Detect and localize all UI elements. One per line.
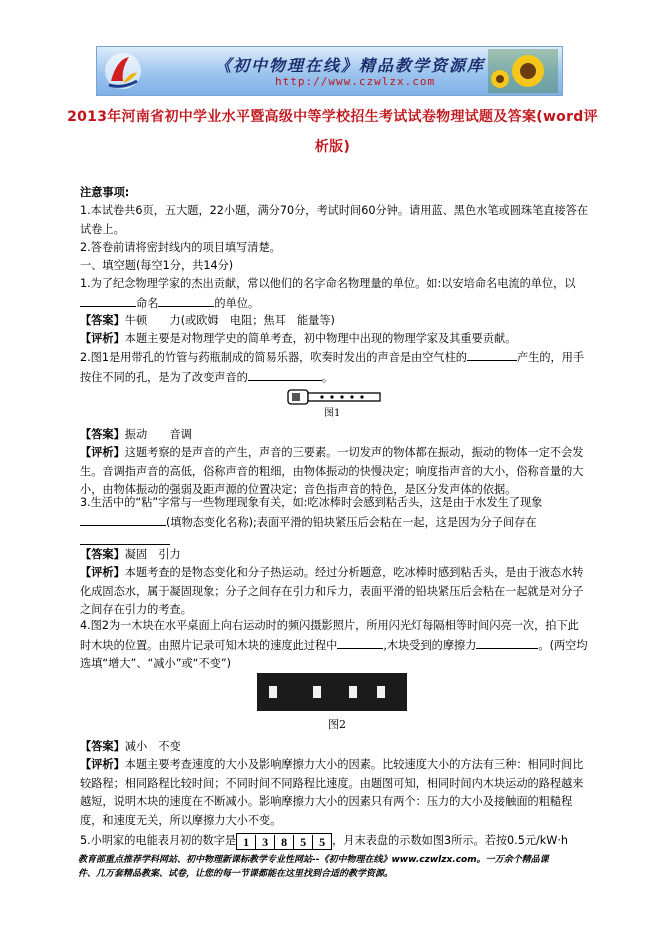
block-position-2	[313, 686, 321, 698]
meter-reading	[236, 833, 332, 850]
analysis-label: 【评析】	[80, 758, 125, 771]
q3-answer-text: 凝固 引力	[124, 548, 181, 561]
footer-line-1: 教育部重点推荐学科网站、初中物理新课标教学专业性网站--《初中物理在线》www.czwlzx.com。一万余个精品课	[78, 855, 549, 865]
q3-text-b: (填物态变化名称);表面平滑的铅块紧压后会粘在一起，这是因为分子间存在	[166, 515, 537, 529]
q1-analysis	[80, 330, 590, 349]
sunflower-icon	[488, 49, 558, 93]
footer-line-2: 件、几万套精品教案、试卷，让您的每一节课都能在这里找到合适的教学资源。	[78, 869, 394, 879]
site-banner[interactable]	[96, 46, 563, 96]
block-position-1	[269, 686, 277, 698]
figure-2-caption: 图2	[328, 718, 346, 731]
block-position-3	[349, 686, 357, 698]
q2-blank-2[interactable]	[248, 368, 322, 381]
notice-heading: 注意事项:	[80, 186, 130, 199]
banner-title: 《初中物理在线》精品教学资源库	[215, 56, 486, 75]
q5-text-b: ，月末表盘的示数如图3所示。若按0.5元/kW·h	[332, 834, 568, 847]
answer-label: 【答案】	[80, 428, 125, 441]
notice-line-2: 2.答卷前请将密封线内的项目填写清楚。	[80, 241, 281, 254]
q5-text-a: 5.小明家的电能表月初的数字是	[80, 834, 237, 847]
frequency-photo-figure	[257, 673, 407, 711]
analysis-label: 【评析】	[80, 566, 125, 579]
figure-1-caption: 图1	[324, 408, 341, 419]
q3-analysis	[80, 564, 590, 620]
q3-text-a: 3.生活中的“粘”字常与一些物理现象有关，如:吃冰棒时会感到粘舌头，这是由于水发生了现象	[80, 496, 543, 509]
question-4	[80, 617, 590, 674]
meter-digit: 5	[294, 835, 313, 850]
q1-text-a: 1.为了纪念物理学家的杰出贡献，常以他们的名字命名物理量的单位。如:以安培命名电流的单位，以	[80, 277, 576, 290]
notice-line-1: 1.本试卷共6页，五大题，22小题，满分70分，考试时间60分钟。请用蓝、黑色水笔或圆珠笔直接答在试卷上。	[80, 204, 589, 236]
q1-answer-text: 牛顿 力(或欧姆 电阻；焦耳 能量等)	[124, 314, 335, 327]
document-title: 2013年河南省初中学业水平暨高级中等学校招生考试试卷物理试题及答案(word评析版)	[67, 109, 598, 155]
q4-answer-text: 减小 不变	[124, 740, 181, 753]
q2-text-c: 。	[321, 370, 334, 384]
question-3	[80, 494, 590, 552]
q1-text-c: 的单位。	[214, 296, 260, 310]
q4-analysis-text: 本题主要考查速度的大小及影响摩擦力大小的因素。比较速度大小的方法有三种：相同时间比较路程；相同路程比较时间；不同时间不同路程比速度。由题图可知，相同时间内木块运动的路程越来越短，说明木块的速度在不断减小。影响摩擦力大小的因素只有两个：压力的大小及接触面的粗糙程度，和速度无关，所以摩擦力大小不变。	[80, 758, 584, 827]
q2-answer	[80, 426, 590, 445]
q1-blank-1[interactable]	[80, 294, 136, 307]
q2-analysis-text: 这题考察的是声音的产生，声音的三要素。一切发声的物体都在振动，振动的物体一定不会发生。音调指声音的高低，俗称声音的粗细，由物体振动的快慢决定；响度指声音的大小，俗称音量的大小，由物体振动的强弱及距声源的位置决定；音色指声音的特色，是区分发声体的依据。	[80, 446, 584, 496]
q4-text-a: 4.图2为一木块在水平桌面上向右运动时的频闪摄影照片，所用闪光灯每隔相等时间闪亮一次，拍下此时木块的位置。由照片记录可知木块的速度此过程中	[80, 619, 579, 652]
q4-blank-1[interactable]	[337, 636, 383, 649]
question-5	[80, 832, 590, 851]
meter-digit: 1	[237, 835, 256, 850]
q1-analysis-text: 本题主要是对物理学史的简单考查，初中物理中出现的物理学家及其重要贡献。	[124, 332, 517, 345]
q2-text-b: 产生的，用手按住不同的孔，是为了改变声音的	[80, 351, 585, 384]
q4-text-b: ,木块受到的摩擦力	[383, 638, 477, 652]
answer-label: 【答案】	[80, 314, 125, 327]
q4-text-c: 。(两空均选填“增大”、“减小”或“不变”)	[80, 638, 588, 670]
site-logo-icon	[103, 51, 143, 91]
q1-blank-2[interactable]	[158, 294, 214, 307]
q4-blank-2[interactable]	[476, 636, 538, 649]
question-1	[80, 275, 590, 313]
q4-answer	[80, 738, 590, 757]
meter-digit: 5	[319, 834, 326, 849]
page-footer	[78, 853, 598, 881]
answer-label: 【答案】	[80, 740, 125, 753]
q3-blank-1[interactable]	[80, 513, 166, 526]
q3-answer	[80, 546, 590, 565]
q4-analysis	[80, 756, 590, 830]
q1-answer	[80, 312, 590, 331]
q1-text-b: 命名	[136, 296, 159, 310]
q2-answer-text: 振动 音调	[124, 428, 192, 441]
q2-blank-1[interactable]	[467, 348, 517, 361]
q3-blank-2[interactable]	[80, 532, 170, 545]
answer-label: 【答案】	[80, 548, 125, 561]
q2-analysis	[80, 444, 590, 500]
analysis-label: 【评析】	[80, 332, 125, 345]
block-position-4	[377, 686, 385, 698]
q3-analysis-text: 本题考查的是物态变化和分子热运动。经过分析题意，吃冰棒时感到粘舌头，是由于液态水转化成固态水，属于凝固现象；分子之间存在引力和斥力，表面平滑的铅块紧压后会粘在一起就是对分子之间存在引力的考查。	[80, 566, 584, 616]
meter-digit: 8	[275, 835, 294, 850]
meter-digit: 3	[256, 835, 275, 850]
banner-url[interactable]: http://www.czwlzx.com	[275, 75, 436, 88]
q2-text-a: 2.图1是用带孔的竹管与药瓶制成的简易乐器，吹奏时发出的声音是由空气柱的	[80, 351, 467, 364]
section-heading: 一、填空题(每空1分，共14分)	[80, 259, 234, 272]
analysis-label: 【评析】	[80, 446, 125, 459]
